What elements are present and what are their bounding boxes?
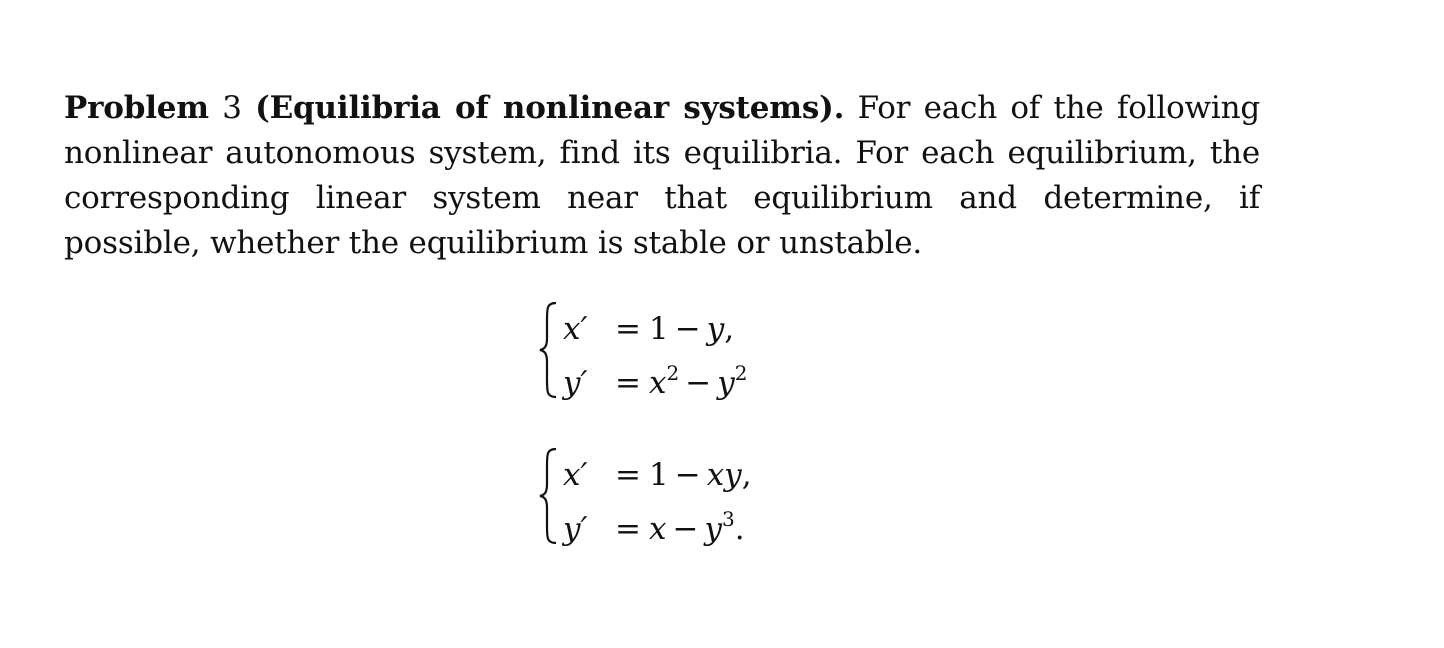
left-brace-icon [537, 300, 559, 400]
rhs-term: x [648, 511, 667, 547]
equation-rhs [649, 457, 752, 493]
problem-number: 3 [222, 90, 242, 126]
exponent: 3 [721, 507, 735, 531]
punctuation: , [724, 311, 735, 347]
equation-rhs [648, 507, 745, 547]
equation-y-prime [563, 350, 747, 406]
equals-sign: = [615, 457, 641, 493]
rhs-term: 1 [648, 311, 669, 347]
equation-lhs: x′ [563, 311, 588, 347]
equals-sign: = [615, 511, 641, 547]
minus-sign: − [674, 311, 701, 347]
rhs-term: xy [706, 457, 742, 493]
equation-lhs: y′ [563, 365, 588, 401]
rhs-term: x [648, 365, 667, 401]
problem-heading: Problem [64, 90, 209, 126]
equation-lhs: x′ [563, 457, 588, 493]
equals-sign: = [615, 311, 641, 347]
minus-sign: − [672, 511, 699, 547]
equation-rhs [648, 361, 748, 401]
exponent: 2 [666, 361, 680, 385]
rhs-term: y [706, 311, 725, 347]
equation-rhs [649, 311, 734, 347]
equals-sign: = [615, 365, 641, 401]
equation-x-prime [563, 452, 752, 498]
minus-sign: − [685, 365, 712, 401]
rhs-term: 1 [648, 457, 669, 493]
left-brace-icon [537, 446, 559, 546]
problem-statement [64, 86, 1260, 266]
exponent: 2 [734, 361, 748, 385]
problem-body: For each of the following nonlinear autonomous system, find its equilibria. For each equilibrium, the corresponding linear system near that equilibrium and determine, if possible, whether the equilibrium is stable or unstable. [64, 90, 1261, 261]
minus-sign: − [674, 457, 701, 493]
punctuation: . [734, 511, 745, 547]
equation-lhs: y′ [563, 511, 588, 547]
equation-y-prime [563, 496, 745, 552]
rhs-term: y [717, 365, 735, 401]
problem-topic: (Equilibria of nonlinear systems). [255, 90, 845, 126]
equation-x-prime [563, 306, 734, 352]
punctuation: , [741, 457, 752, 493]
rhs-term: y [704, 511, 722, 547]
